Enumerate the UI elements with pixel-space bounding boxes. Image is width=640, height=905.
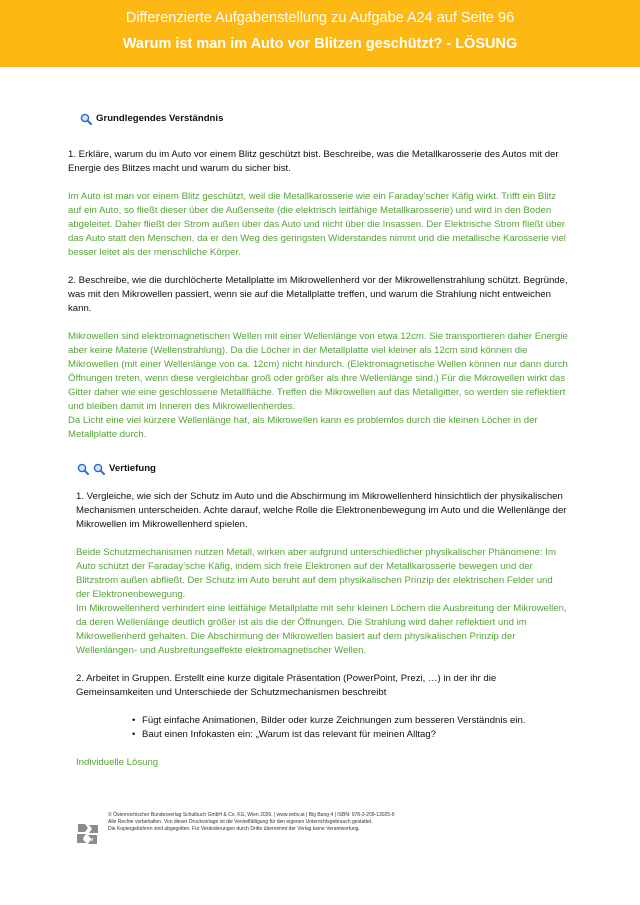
list-item: • Baut einen Infokasten ein: „Warum ist das relevant für meinen Alltag? [68,728,568,742]
section-basic-title [80,112,568,126]
main-content [68,112,568,770]
svg-text:öbv: öbv [83,837,94,843]
question-3: 1. Vergleiche, wie sich der Schutz im Auto und die Abschirmung im Mikrowellenherd hinsichtlich der physikalischen Mechanismen unterscheiden. Achte darauf, welche Rolle die Elektronenbewegung im Auto und die Wellenlänge der Mikrowellen im Mikrowellenherd spielen. [76,491,567,530]
rights-line: Alle Rechte vorbehalten. Von dieser Druckvorlage ist die Vervielfältigung für den eigenen Unterrichtsgebrauch gestattet. [108,819,373,825]
answer-3: Beide Schutzmechanismen nutzen Metall, wirken aber aufgrund unterschiedlicher physikalischer Phänomene: Im Auto schützt der Faraday’sche Käfig, indem sich freie Elektronen auf der Metallkarosserie bewegen und der Blitzstrom außen abfließt. Der Schutz im Auto beruht auf dem physikalischen Prinzip der elektrischen Felder und der Elektronenbewegung. [76,547,556,600]
disclaimer-line: Die Kopiergebühren sind abgegolten. Für Veränderungen durch Dritte übernimmt der Verlag keine Verantwortung. [108,826,360,832]
magnifier-icon [93,463,105,475]
section-basic-label: Grundlegendes Verständnis [96,113,224,124]
header-title: Warum ist man im Auto vor Blitzen geschützt? - LÖSUNG [122,36,518,52]
page-header [0,0,640,67]
copyright-notice [108,812,578,833]
answer-2-continued: Da Licht eine viel kürzere Wellenlänge hat, als Mikrowellen kann es problemlos durch die kleinen Löcher in der Metallplatte durch. [68,415,538,440]
answer-3-continued: Im Mikrowellenherd verhindert eine leitfähige Metallplatte mit sehr kleinen Löchern die Ausbreitung der Mikrowellen, da deren Wellenlänge deutlich größer ist als die der Öffnungen. Die Strahlung wird daher reflektiert und im Mikrowellenherd gehalten. Die Abschirmung der Mikrowellen basiert auf dem physikalischen Prinzip der Wellenlängen- und Ausbreitungseffekte elektromagnetischer Wellen. [76,603,567,656]
question-2: 2. Beschreibe, wie die durchlöcherte Metallplatte im Mikrowellenherd vor der Mikrowellenstrahlung schützt. Begründe, was mit den Mikrowellen passiert, wenn sie auf die Metallplatte treffen, und warum die Strahlung nicht entweichen kann. [68,275,568,314]
question-1: 1. Erkläre, warum du im Auto vor einem Blitz geschützt bist. Beschreibe, was die Metallkarosserie des Autos mit der Energie des Blitzes macht und warum du sicher bist. [68,149,559,174]
publisher-logo [75,822,101,846]
answer-1: Im Auto ist man vor einem Blitz geschützt, weil die Metallkarosserie wie ein Faraday’scher Käfig wirkt. Trifft ein Blitz auf ein Auto, so fließt dieser über die Außenseite (die elektrisch leitfähige Metallkarosserie) und wird in den Boden abgeleitet. Daher fließt der Strom außen über das Auto und nicht über die Insassen. Der Elektrische Strom fließt über das Auto statt den Menschen, da er den Weg des geringsten Widerstandes nimmt und die metallische Karosserie viel besser leitet als der menschliche Körper. [68,191,566,258]
section-advanced-label: Vertiefung [109,463,156,474]
magnifier-icon [80,113,92,125]
header-subtitle: Differenzierte Aufgabenstellung zu Aufgabe A24 auf Seite 96 [125,10,515,26]
list-item: • Fügt einfache Animationen, Bilder oder kurze Zeichnungen zum besseren Verständnis ein. [68,714,568,728]
copyright-line: © Österreichischer Bundesverlag Schulbuch GmbH & Co. KG, Wien 2026. | www.oebv.at | Big Bang 4 | ISBN: 978-3-209-13025-9 [108,812,395,818]
question-4: 2. Arbeitet in Gruppen. Erstellt eine kurze digitale Präsentation (PowerPoint, Prezi, …) in der ihr die Gemeinsamkeiten und Unterschiede der Schutzmechanismen beschreibt [76,673,497,698]
magnifier-icon [77,463,89,475]
bullet-list [68,714,568,742]
answer-4: Individuelle Lösung [76,757,159,768]
answer-2: Mikrowellen sind elektromagnetischen Wellen mit einer Wellenlänge von etwa 12cm. Sie transportieren daher Energie aber keine Materie (Wellenstrahlung). Da die Löcher in der Metallplatte viel kleiner als 12cm sind können die Mikrowellen (mit einer Wellenlänge von ca. 12cm) nicht hindurch. (Elektromagnetische Wellen können nur dann durch Öffnungen treten, wenn diese vergleichbar groß oder größer als ihre Wellenlänge sind.) Für die Mikrowellen wirkt das Gitter daher wie eine geschlossene Metallfläche. Treffen die Mikrowellen auf das Metallgitter, so werden sie reflektiert und bleiben damit im Inneren des Mikrowellenherdes. [68,331,568,412]
section-advanced-title [77,462,568,476]
